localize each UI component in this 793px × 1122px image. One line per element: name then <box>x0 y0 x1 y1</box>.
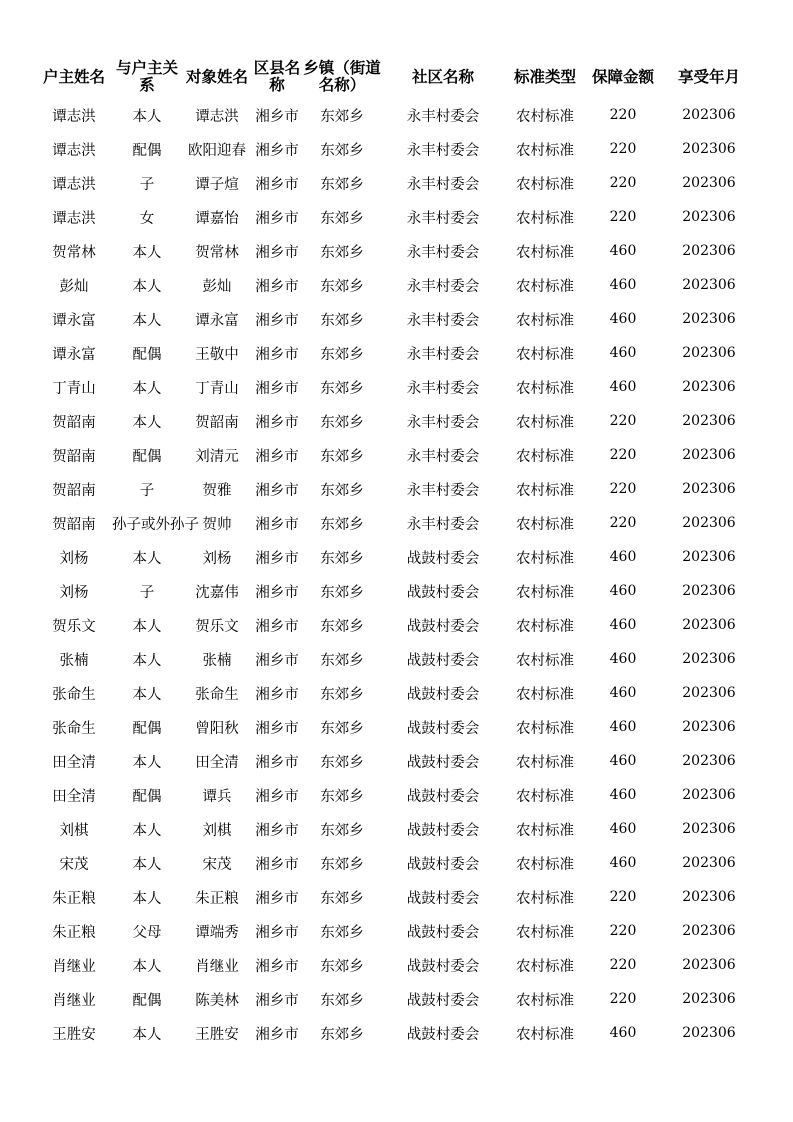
table-row <box>36 268 758 302</box>
standard-type-cell: 农村标准 <box>516 618 574 635</box>
township-cell: 东郊乡 <box>320 482 364 499</box>
header-household-head: 户主姓名 <box>42 67 105 86</box>
subject-name-cell: 张命生 <box>195 686 239 703</box>
standard-type-cell: 农村标准 <box>516 1026 574 1043</box>
community-cell: 战鼓村委会 <box>406 618 480 635</box>
standard-type-cell: 农村标准 <box>516 244 574 261</box>
amount-cell: 220 <box>609 923 637 939</box>
household-head-cell: 张命生 <box>52 720 96 737</box>
standard-type-cell: 农村标准 <box>516 754 574 771</box>
subject-name-cell: 谭嘉怡 <box>195 210 239 227</box>
household-head-cell: 王胜安 <box>52 1026 96 1043</box>
period-cell: 202306 <box>682 1025 736 1041</box>
amount-cell: 220 <box>609 175 637 191</box>
period-cell: 202306 <box>682 175 736 191</box>
period-cell: 202306 <box>682 243 736 259</box>
table-row <box>36 846 758 880</box>
table-row <box>36 302 758 336</box>
table-row <box>36 234 758 268</box>
relation-cell: 本人 <box>132 822 162 839</box>
relation-cell: 本人 <box>132 380 162 397</box>
period-cell: 202306 <box>682 787 736 803</box>
amount-cell: 460 <box>609 617 637 633</box>
table-row <box>36 404 758 438</box>
standard-type-cell: 农村标准 <box>516 108 574 125</box>
header-county: 区县名称 <box>253 59 301 94</box>
household-head-cell: 张命生 <box>52 686 96 703</box>
relation-cell: 配偶 <box>132 142 162 159</box>
household-head-cell: 谭志洪 <box>52 176 96 193</box>
county-cell: 湘乡市 <box>255 890 299 907</box>
standard-type-cell: 农村标准 <box>516 312 574 329</box>
household-head-cell: 刘杨 <box>59 584 89 601</box>
household-head-cell: 贺常林 <box>52 244 96 261</box>
document-page <box>36 56 758 1050</box>
subject-name-cell: 刘清元 <box>195 448 239 465</box>
table-row <box>36 472 758 506</box>
relation-cell: 本人 <box>132 1026 162 1043</box>
period-cell: 202306 <box>682 753 736 769</box>
community-cell: 永丰村委会 <box>406 142 480 159</box>
township-cell: 东郊乡 <box>320 448 364 465</box>
standard-type-cell: 农村标准 <box>516 482 574 499</box>
township-cell: 东郊乡 <box>320 618 364 635</box>
relation-cell: 本人 <box>132 652 162 669</box>
household-head-cell: 肖继业 <box>52 958 96 975</box>
township-cell: 东郊乡 <box>320 788 364 805</box>
county-cell: 湘乡市 <box>255 108 299 125</box>
community-cell: 永丰村委会 <box>406 244 480 261</box>
table-row <box>36 574 758 608</box>
subject-name-cell: 沈嘉伟 <box>195 584 239 601</box>
subject-name-cell: 贺雅 <box>202 482 232 499</box>
period-cell: 202306 <box>682 107 736 123</box>
table-row <box>36 370 758 404</box>
relation-cell: 本人 <box>132 856 162 873</box>
subject-name-cell: 彭灿 <box>202 278 232 295</box>
township-cell: 东郊乡 <box>320 278 364 295</box>
relation-cell: 子 <box>139 584 155 601</box>
standard-type-cell: 农村标准 <box>516 380 574 397</box>
period-cell: 202306 <box>682 447 736 463</box>
table-row <box>36 948 758 982</box>
header-amount: 保障金额 <box>591 67 654 86</box>
township-cell: 东郊乡 <box>320 176 364 193</box>
relation-cell: 本人 <box>132 686 162 703</box>
county-cell: 湘乡市 <box>255 176 299 193</box>
household-head-cell: 谭志洪 <box>52 108 96 125</box>
relation-cell: 本人 <box>132 244 162 261</box>
community-cell: 战鼓村委会 <box>406 652 480 669</box>
standard-type-cell: 农村标准 <box>516 346 574 363</box>
county-cell: 湘乡市 <box>255 380 299 397</box>
table-row <box>36 132 758 166</box>
township-cell: 东郊乡 <box>320 142 364 159</box>
table-row <box>36 200 758 234</box>
relation-cell: 本人 <box>132 550 162 567</box>
county-cell: 湘乡市 <box>255 856 299 873</box>
amount-cell: 460 <box>609 583 637 599</box>
standard-type-cell: 农村标准 <box>516 890 574 907</box>
table-row <box>36 438 758 472</box>
relation-cell: 本人 <box>132 890 162 907</box>
subject-name-cell: 朱正粮 <box>195 890 239 907</box>
period-cell: 202306 <box>682 311 736 327</box>
amount-cell: 460 <box>609 549 637 565</box>
county-cell: 湘乡市 <box>255 448 299 465</box>
county-cell: 湘乡市 <box>255 210 299 227</box>
household-head-cell: 谭志洪 <box>52 210 96 227</box>
relation-cell: 本人 <box>132 278 162 295</box>
subject-name-cell: 田全清 <box>195 754 239 771</box>
community-cell: 永丰村委会 <box>406 210 480 227</box>
household-head-cell: 贺韶南 <box>52 482 96 499</box>
township-cell: 东郊乡 <box>320 924 364 941</box>
subject-name-cell: 谭端秀 <box>195 924 239 941</box>
household-head-cell: 谭永富 <box>52 312 96 329</box>
township-cell: 东郊乡 <box>320 754 364 771</box>
table-row <box>36 98 758 132</box>
header-period: 享受年月 <box>677 67 740 86</box>
relation-cell: 子 <box>139 176 155 193</box>
county-cell: 湘乡市 <box>255 1026 299 1043</box>
household-head-cell: 刘杨 <box>59 550 89 567</box>
household-head-cell: 张楠 <box>59 652 89 669</box>
community-cell: 永丰村委会 <box>406 448 480 465</box>
relation-cell: 子 <box>139 482 155 499</box>
township-cell: 东郊乡 <box>320 516 364 533</box>
amount-cell: 460 <box>609 651 637 667</box>
township-cell: 东郊乡 <box>320 108 364 125</box>
header-township: 乡镇（街道名称） <box>303 59 381 94</box>
standard-type-cell: 农村标准 <box>516 448 574 465</box>
amount-cell: 220 <box>609 209 637 225</box>
household-head-cell: 彭灿 <box>59 278 89 295</box>
amount-cell: 220 <box>609 107 637 123</box>
subject-name-cell: 谭兵 <box>202 788 232 805</box>
household-head-cell: 田全清 <box>52 788 96 805</box>
period-cell: 202306 <box>682 855 736 871</box>
county-cell: 湘乡市 <box>255 958 299 975</box>
county-cell: 湘乡市 <box>255 346 299 363</box>
township-cell: 东郊乡 <box>320 1026 364 1043</box>
township-cell: 东郊乡 <box>320 890 364 907</box>
township-cell: 东郊乡 <box>320 210 364 227</box>
period-cell: 202306 <box>682 923 736 939</box>
community-cell: 战鼓村委会 <box>406 584 480 601</box>
community-cell: 战鼓村委会 <box>406 754 480 771</box>
county-cell: 湘乡市 <box>255 142 299 159</box>
county-cell: 湘乡市 <box>255 652 299 669</box>
county-cell: 湘乡市 <box>255 618 299 635</box>
relation-cell: 本人 <box>132 754 162 771</box>
household-head-cell: 宋茂 <box>59 856 89 873</box>
standard-type-cell: 农村标准 <box>516 550 574 567</box>
county-cell: 湘乡市 <box>255 244 299 261</box>
relation-cell: 配偶 <box>132 346 162 363</box>
household-head-cell: 丁青山 <box>52 380 96 397</box>
household-head-cell: 刘棋 <box>59 822 89 839</box>
table-row <box>36 982 758 1016</box>
subject-name-cell: 陈美林 <box>195 992 239 1009</box>
relation-cell: 父母 <box>132 924 162 941</box>
relation-cell: 本人 <box>132 958 162 975</box>
amount-cell: 460 <box>609 855 637 871</box>
county-cell: 湘乡市 <box>255 822 299 839</box>
subject-name-cell: 贺乐文 <box>195 618 239 635</box>
county-cell: 湘乡市 <box>255 516 299 533</box>
county-cell: 湘乡市 <box>255 414 299 431</box>
amount-cell: 460 <box>609 277 637 293</box>
period-cell: 202306 <box>682 277 736 293</box>
period-cell: 202306 <box>682 209 736 225</box>
standard-type-cell: 农村标准 <box>516 924 574 941</box>
relation-cell: 本人 <box>132 414 162 431</box>
standard-type-cell: 农村标准 <box>516 210 574 227</box>
amount-cell: 220 <box>609 141 637 157</box>
period-cell: 202306 <box>682 583 736 599</box>
table-row <box>36 744 758 778</box>
community-cell: 战鼓村委会 <box>406 788 480 805</box>
relation-cell: 本人 <box>132 108 162 125</box>
table-row <box>36 1016 758 1050</box>
community-cell: 战鼓村委会 <box>406 924 480 941</box>
community-cell: 战鼓村委会 <box>406 686 480 703</box>
community-cell: 永丰村委会 <box>406 516 480 533</box>
subsidy-roster-table <box>36 56 758 1050</box>
township-cell: 东郊乡 <box>320 312 364 329</box>
county-cell: 湘乡市 <box>255 584 299 601</box>
township-cell: 东郊乡 <box>320 992 364 1009</box>
community-cell: 永丰村委会 <box>406 414 480 431</box>
relation-cell: 配偶 <box>132 788 162 805</box>
amount-cell: 460 <box>609 719 637 735</box>
amount-cell: 460 <box>609 1025 637 1041</box>
period-cell: 202306 <box>682 889 736 905</box>
community-cell: 战鼓村委会 <box>406 822 480 839</box>
household-head-cell: 贺韶南 <box>52 414 96 431</box>
township-cell: 东郊乡 <box>320 244 364 261</box>
table-row <box>36 710 758 744</box>
period-cell: 202306 <box>682 991 736 1007</box>
table-row <box>36 336 758 370</box>
county-cell: 湘乡市 <box>255 754 299 771</box>
amount-cell: 460 <box>609 311 637 327</box>
header-row <box>36 56 758 98</box>
amount-cell: 460 <box>609 787 637 803</box>
standard-type-cell: 农村标准 <box>516 686 574 703</box>
relation-cell: 孙子或外孙子 <box>112 516 199 533</box>
period-cell: 202306 <box>682 379 736 395</box>
period-cell: 202306 <box>682 549 736 565</box>
relation-cell: 配偶 <box>132 720 162 737</box>
table-body <box>36 98 758 1050</box>
table-row <box>36 642 758 676</box>
amount-cell: 460 <box>609 243 637 259</box>
amount-cell: 220 <box>609 515 637 531</box>
amount-cell: 460 <box>609 379 637 395</box>
subject-name-cell: 曾阳秋 <box>195 720 239 737</box>
community-cell: 永丰村委会 <box>406 346 480 363</box>
community-cell: 战鼓村委会 <box>406 992 480 1009</box>
county-cell: 湘乡市 <box>255 720 299 737</box>
community-cell: 战鼓村委会 <box>406 856 480 873</box>
township-cell: 东郊乡 <box>320 380 364 397</box>
table-row <box>36 778 758 812</box>
community-cell: 永丰村委会 <box>406 108 480 125</box>
period-cell: 202306 <box>682 515 736 531</box>
amount-cell: 460 <box>609 753 637 769</box>
county-cell: 湘乡市 <box>255 992 299 1009</box>
period-cell: 202306 <box>682 651 736 667</box>
standard-type-cell: 农村标准 <box>516 720 574 737</box>
period-cell: 202306 <box>682 685 736 701</box>
household-head-cell: 谭志洪 <box>52 142 96 159</box>
standard-type-cell: 农村标准 <box>516 992 574 1009</box>
amount-cell: 220 <box>609 889 637 905</box>
township-cell: 东郊乡 <box>320 958 364 975</box>
county-cell: 湘乡市 <box>255 788 299 805</box>
community-cell: 战鼓村委会 <box>406 890 480 907</box>
township-cell: 东郊乡 <box>320 822 364 839</box>
community-cell: 战鼓村委会 <box>406 550 480 567</box>
header-community: 社区名称 <box>411 67 474 86</box>
period-cell: 202306 <box>682 821 736 837</box>
community-cell: 战鼓村委会 <box>406 958 480 975</box>
period-cell: 202306 <box>682 957 736 973</box>
household-head-cell: 田全清 <box>52 754 96 771</box>
household-head-cell: 贺韶南 <box>52 516 96 533</box>
period-cell: 202306 <box>682 617 736 633</box>
household-head-cell: 谭永富 <box>52 346 96 363</box>
table-header <box>36 56 758 98</box>
community-cell: 永丰村委会 <box>406 278 480 295</box>
relation-cell: 配偶 <box>132 448 162 465</box>
household-head-cell: 贺韶南 <box>52 448 96 465</box>
period-cell: 202306 <box>682 481 736 497</box>
amount-cell: 460 <box>609 345 637 361</box>
household-head-cell: 朱正粮 <box>52 890 96 907</box>
table-row <box>36 880 758 914</box>
header-subject-name: 对象姓名 <box>185 67 248 86</box>
standard-type-cell: 农村标准 <box>516 788 574 805</box>
county-cell: 湘乡市 <box>255 482 299 499</box>
subject-name-cell: 刘杨 <box>202 550 232 567</box>
subject-name-cell: 贺韶南 <box>195 414 239 431</box>
table-row <box>36 608 758 642</box>
township-cell: 东郊乡 <box>320 856 364 873</box>
subject-name-cell: 贺帅 <box>202 516 232 533</box>
amount-cell: 220 <box>609 481 637 497</box>
subject-name-cell: 宋茂 <box>202 856 232 873</box>
table-row <box>36 540 758 574</box>
subject-name-cell: 贺常林 <box>195 244 239 261</box>
community-cell: 战鼓村委会 <box>406 720 480 737</box>
standard-type-cell: 农村标准 <box>516 856 574 873</box>
subject-name-cell: 谭志洪 <box>195 108 239 125</box>
standard-type-cell: 农村标准 <box>516 176 574 193</box>
township-cell: 东郊乡 <box>320 550 364 567</box>
period-cell: 202306 <box>682 345 736 361</box>
amount-cell: 220 <box>609 413 637 429</box>
amount-cell: 220 <box>609 447 637 463</box>
subject-name-cell: 刘棋 <box>202 822 232 839</box>
community-cell: 永丰村委会 <box>406 176 480 193</box>
standard-type-cell: 农村标准 <box>516 516 574 533</box>
period-cell: 202306 <box>682 141 736 157</box>
amount-cell: 460 <box>609 685 637 701</box>
township-cell: 东郊乡 <box>320 720 364 737</box>
subject-name-cell: 王敬中 <box>195 346 239 363</box>
relation-cell: 本人 <box>132 312 162 329</box>
household-head-cell: 肖继业 <box>52 992 96 1009</box>
subject-name-cell: 欧阳迎春 <box>188 142 246 159</box>
community-cell: 战鼓村委会 <box>406 1026 480 1043</box>
table-row <box>36 812 758 846</box>
amount-cell: 220 <box>609 957 637 973</box>
township-cell: 东郊乡 <box>320 346 364 363</box>
subject-name-cell: 张楠 <box>202 652 232 669</box>
household-head-cell: 贺乐文 <box>52 618 96 635</box>
subject-name-cell: 谭子煊 <box>195 176 239 193</box>
household-head-cell: 朱正粮 <box>52 924 96 941</box>
header-relation: 与户主关系 <box>115 59 178 94</box>
period-cell: 202306 <box>682 719 736 735</box>
standard-type-cell: 农村标准 <box>516 958 574 975</box>
township-cell: 东郊乡 <box>320 414 364 431</box>
table-row <box>36 914 758 948</box>
county-cell: 湘乡市 <box>255 550 299 567</box>
standard-type-cell: 农村标准 <box>516 414 574 431</box>
relation-cell: 本人 <box>132 618 162 635</box>
standard-type-cell: 农村标准 <box>516 278 574 295</box>
township-cell: 东郊乡 <box>320 584 364 601</box>
amount-cell: 220 <box>609 991 637 1007</box>
header-standard-type: 标准类型 <box>513 67 576 86</box>
standard-type-cell: 农村标准 <box>516 652 574 669</box>
standard-type-cell: 农村标准 <box>516 822 574 839</box>
subject-name-cell: 王胜安 <box>195 1026 239 1043</box>
county-cell: 湘乡市 <box>255 924 299 941</box>
standard-type-cell: 农村标准 <box>516 584 574 601</box>
table-row <box>36 506 758 540</box>
amount-cell: 460 <box>609 821 637 837</box>
standard-type-cell: 农村标准 <box>516 142 574 159</box>
table-row <box>36 676 758 710</box>
relation-cell: 配偶 <box>132 992 162 1009</box>
community-cell: 永丰村委会 <box>406 312 480 329</box>
subject-name-cell: 肖继业 <box>195 958 239 975</box>
county-cell: 湘乡市 <box>255 312 299 329</box>
table-row <box>36 166 758 200</box>
subject-name-cell: 丁青山 <box>195 380 239 397</box>
township-cell: 东郊乡 <box>320 652 364 669</box>
county-cell: 湘乡市 <box>255 278 299 295</box>
subject-name-cell: 谭永富 <box>195 312 239 329</box>
community-cell: 永丰村委会 <box>406 380 480 397</box>
township-cell: 东郊乡 <box>320 686 364 703</box>
community-cell: 永丰村委会 <box>406 482 480 499</box>
period-cell: 202306 <box>682 413 736 429</box>
county-cell: 湘乡市 <box>255 686 299 703</box>
relation-cell: 女 <box>139 210 155 227</box>
